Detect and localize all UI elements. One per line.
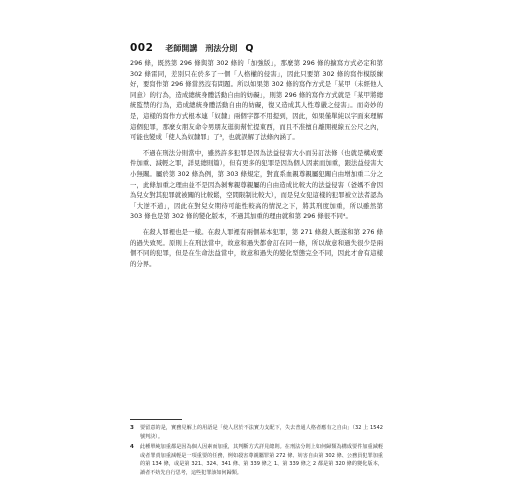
running-header <box>130 41 254 55</box>
footnote <box>130 443 383 477</box>
paragraph: 不過在刑法分則當中，雖然許多犯罪是因為法益侵害大小而另訂法條（也就是構成要件加重、減輕之罪，詳見總則篇），但有更多的犯罪是因為個人因素而加重，跟法益侵害大小無關。屬於第 302 條為例，第 303 條規定，對直系血親尊親屬犯關自由增加重二分之一，此條加重之理由並不是因為剝奪親尊親屬的自由造成比較大的法益侵害（爸媽不會因為兒女對其犯罪就被關的比較鬆，空間限制比較大），而是兒女犯這樣的犯罪被立法者認為「大逆不道」，因此在對兒女期待可能性較高的情況之下，將其刑度加重，所以雖然第 303 條也是第 302 條的變化版本，不過其加重的理由就和第 296 條很不同⁴。 <box>130 148 383 221</box>
book-title: 老師開講 刑法分則 <box>165 43 238 53</box>
footnote-number: 3 <box>130 425 134 431</box>
footnotes <box>130 424 383 480</box>
main-text <box>130 58 383 269</box>
footnote-text: 要留意的是，實務見解上的用語是「使人居於不法實力支配下，失去普通人格者應有之自由」（32 上 1542 號判決）。 <box>140 425 383 440</box>
footnote-text: 此種單純加重都是因為個人因素而加重，其判斷方式詳見總則。在刑法分則上如何歸類為構成要件加重減輕或者罪責加重減輕是一項重要的任務，例如殺害尊親屬罪第 272 條、妨害自由第 302 條、公務員犯罪加重的第 134 條，或是第 321、324、341 條、第 339 條之 1、第 339 條之 2 都是第 320 條的變化版本，讀者不妨先自行思考，這些犯罪該如何歸類。 <box>140 444 383 476</box>
footnote-number: 4 <box>130 444 134 451</box>
footnote <box>130 424 383 441</box>
header-mark: Q <box>245 42 254 54</box>
paragraph: 在殺人罪裡也是一樣。在殺人罪裡有兩個基本犯罪，第 271 條殺人既遂和第 276 條的過失致死。原則上在刑法當中，故意和過失都會訂在同一條，所以故意和過失很少是兩個不同的犯罪，但是在生命法益當中，故意和過失的變化型態完全不同，因此才會有這樣的分界。 <box>130 227 383 268</box>
page-number: 002 <box>130 42 154 54</box>
paragraph: 296 條，既然第 296 條與第 302 條的「加強版」，那麼第 296 條的擴寫方式必定和第 302 條雷同，差別只在於多了一個「人格權的侵害」，因此只要第 302 條的寫作模版練好，要寫作第 296 條當然沒有問題。所以如果第 302 條的寫作方式是「某甲（未經他人同意）的行為，造成總統身體活動自由的妨礙」，則第 296 條的寫作方式就是「某甲將總統監禁的行為，造成總統身體活動自由的妨礙，復又造成其人性尊嚴之侵害」。而奇妙的是，這樣的寫作方式根本連「奴隸」兩個字都不用提到，因此，如果僅單純以字面來理解這個犯罪，那麼女朋友命令男朋友逛街幫忙提東西，而且不准擅自離開視線五公尺之內，可能也變成「使人為奴隸罪」了³，也就誤解了法條內涵了。 <box>130 59 383 142</box>
footnote-divider <box>130 419 182 420</box>
